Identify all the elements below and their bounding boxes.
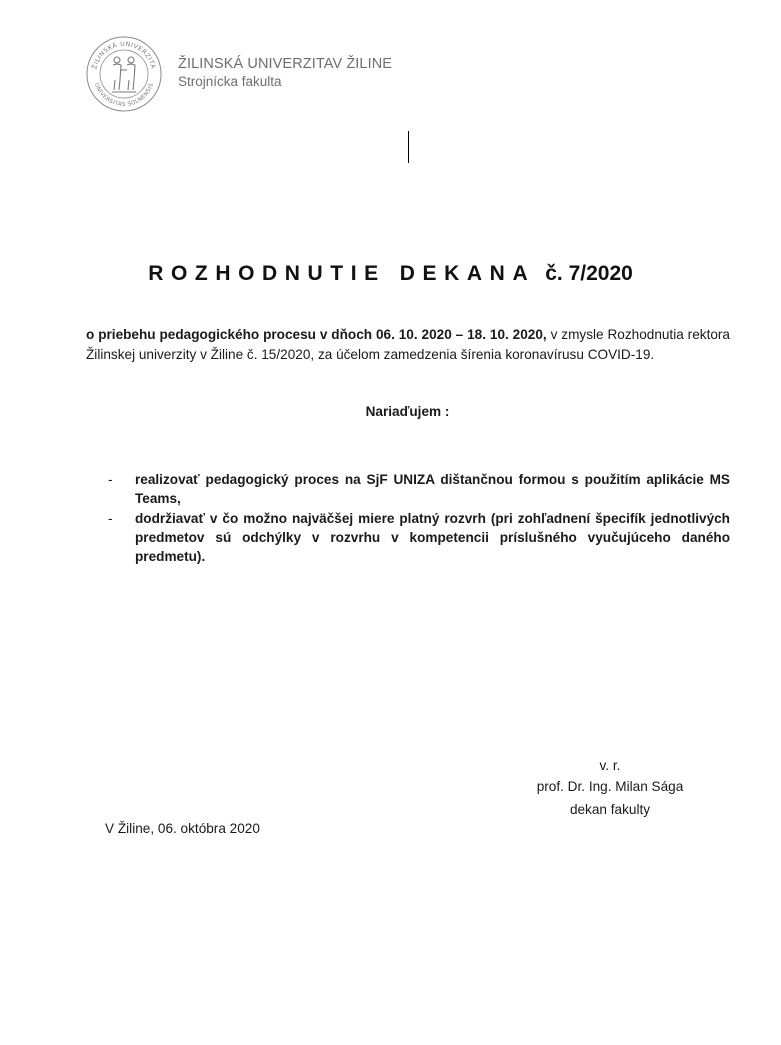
list-dash: - <box>108 511 113 526</box>
order-list <box>108 470 730 567</box>
signature-vr: v. r. <box>599 758 621 773</box>
intro-paragraph <box>86 325 730 365</box>
university-seal-icon <box>86 36 162 112</box>
order-heading: Nariaďujem : <box>365 404 450 419</box>
list-dash: - <box>108 472 113 487</box>
document-title <box>0 262 781 286</box>
letterhead <box>86 36 406 112</box>
faculty-name: Strojnícka fakulta <box>178 74 282 89</box>
list-item <box>108 509 730 566</box>
intro-bold: o priebehu pedagogického procesu v dňoch 06. 10. 2020 – 18. 10. 2020, <box>86 327 547 342</box>
decision-number: č. 7/2020 <box>545 262 633 285</box>
list-item-text: realizovať pedagogický proces na SjF UNIZA dištančnou formou s použitím aplikácie MS Teams, <box>135 472 730 506</box>
list-item <box>108 470 730 508</box>
intro-text: v zmysle Rozhodnutia rektora Žilinskej univerzity v Žiline č. 15/2020, za účelom zamedzenia šírenia koronavírusu COVID-19. <box>86 327 730 362</box>
text-cursor <box>408 131 409 163</box>
place-date: V Žiline, 06. októbra 2020 <box>105 821 260 836</box>
university-name: ŽILINSKÁ UNIVERZITAV ŽILINE <box>178 56 393 72</box>
title-word-1: ROZHODNUTIE <box>148 262 386 285</box>
title-word-2: DEKANA <box>399 262 536 285</box>
seal-text-bottom: UNIVERSITAS SOLNENSIS <box>92 82 155 109</box>
signature-name: prof. Dr. Ing. Milan Sága <box>536 779 684 794</box>
seal-text-top: ŽILINSKÁ UNIVERZITA <box>91 40 157 70</box>
list-item-text: dodržiavať v čo možno najväčšej miere platný rozvrh (pri zohľadnení špecifík jednotlivých predmetov sú odchýlky v rozvrhu v kompetencii príslušného vyučujúceho daného predmetu). <box>135 511 730 564</box>
signature-role: dekan fakulty <box>569 802 651 817</box>
